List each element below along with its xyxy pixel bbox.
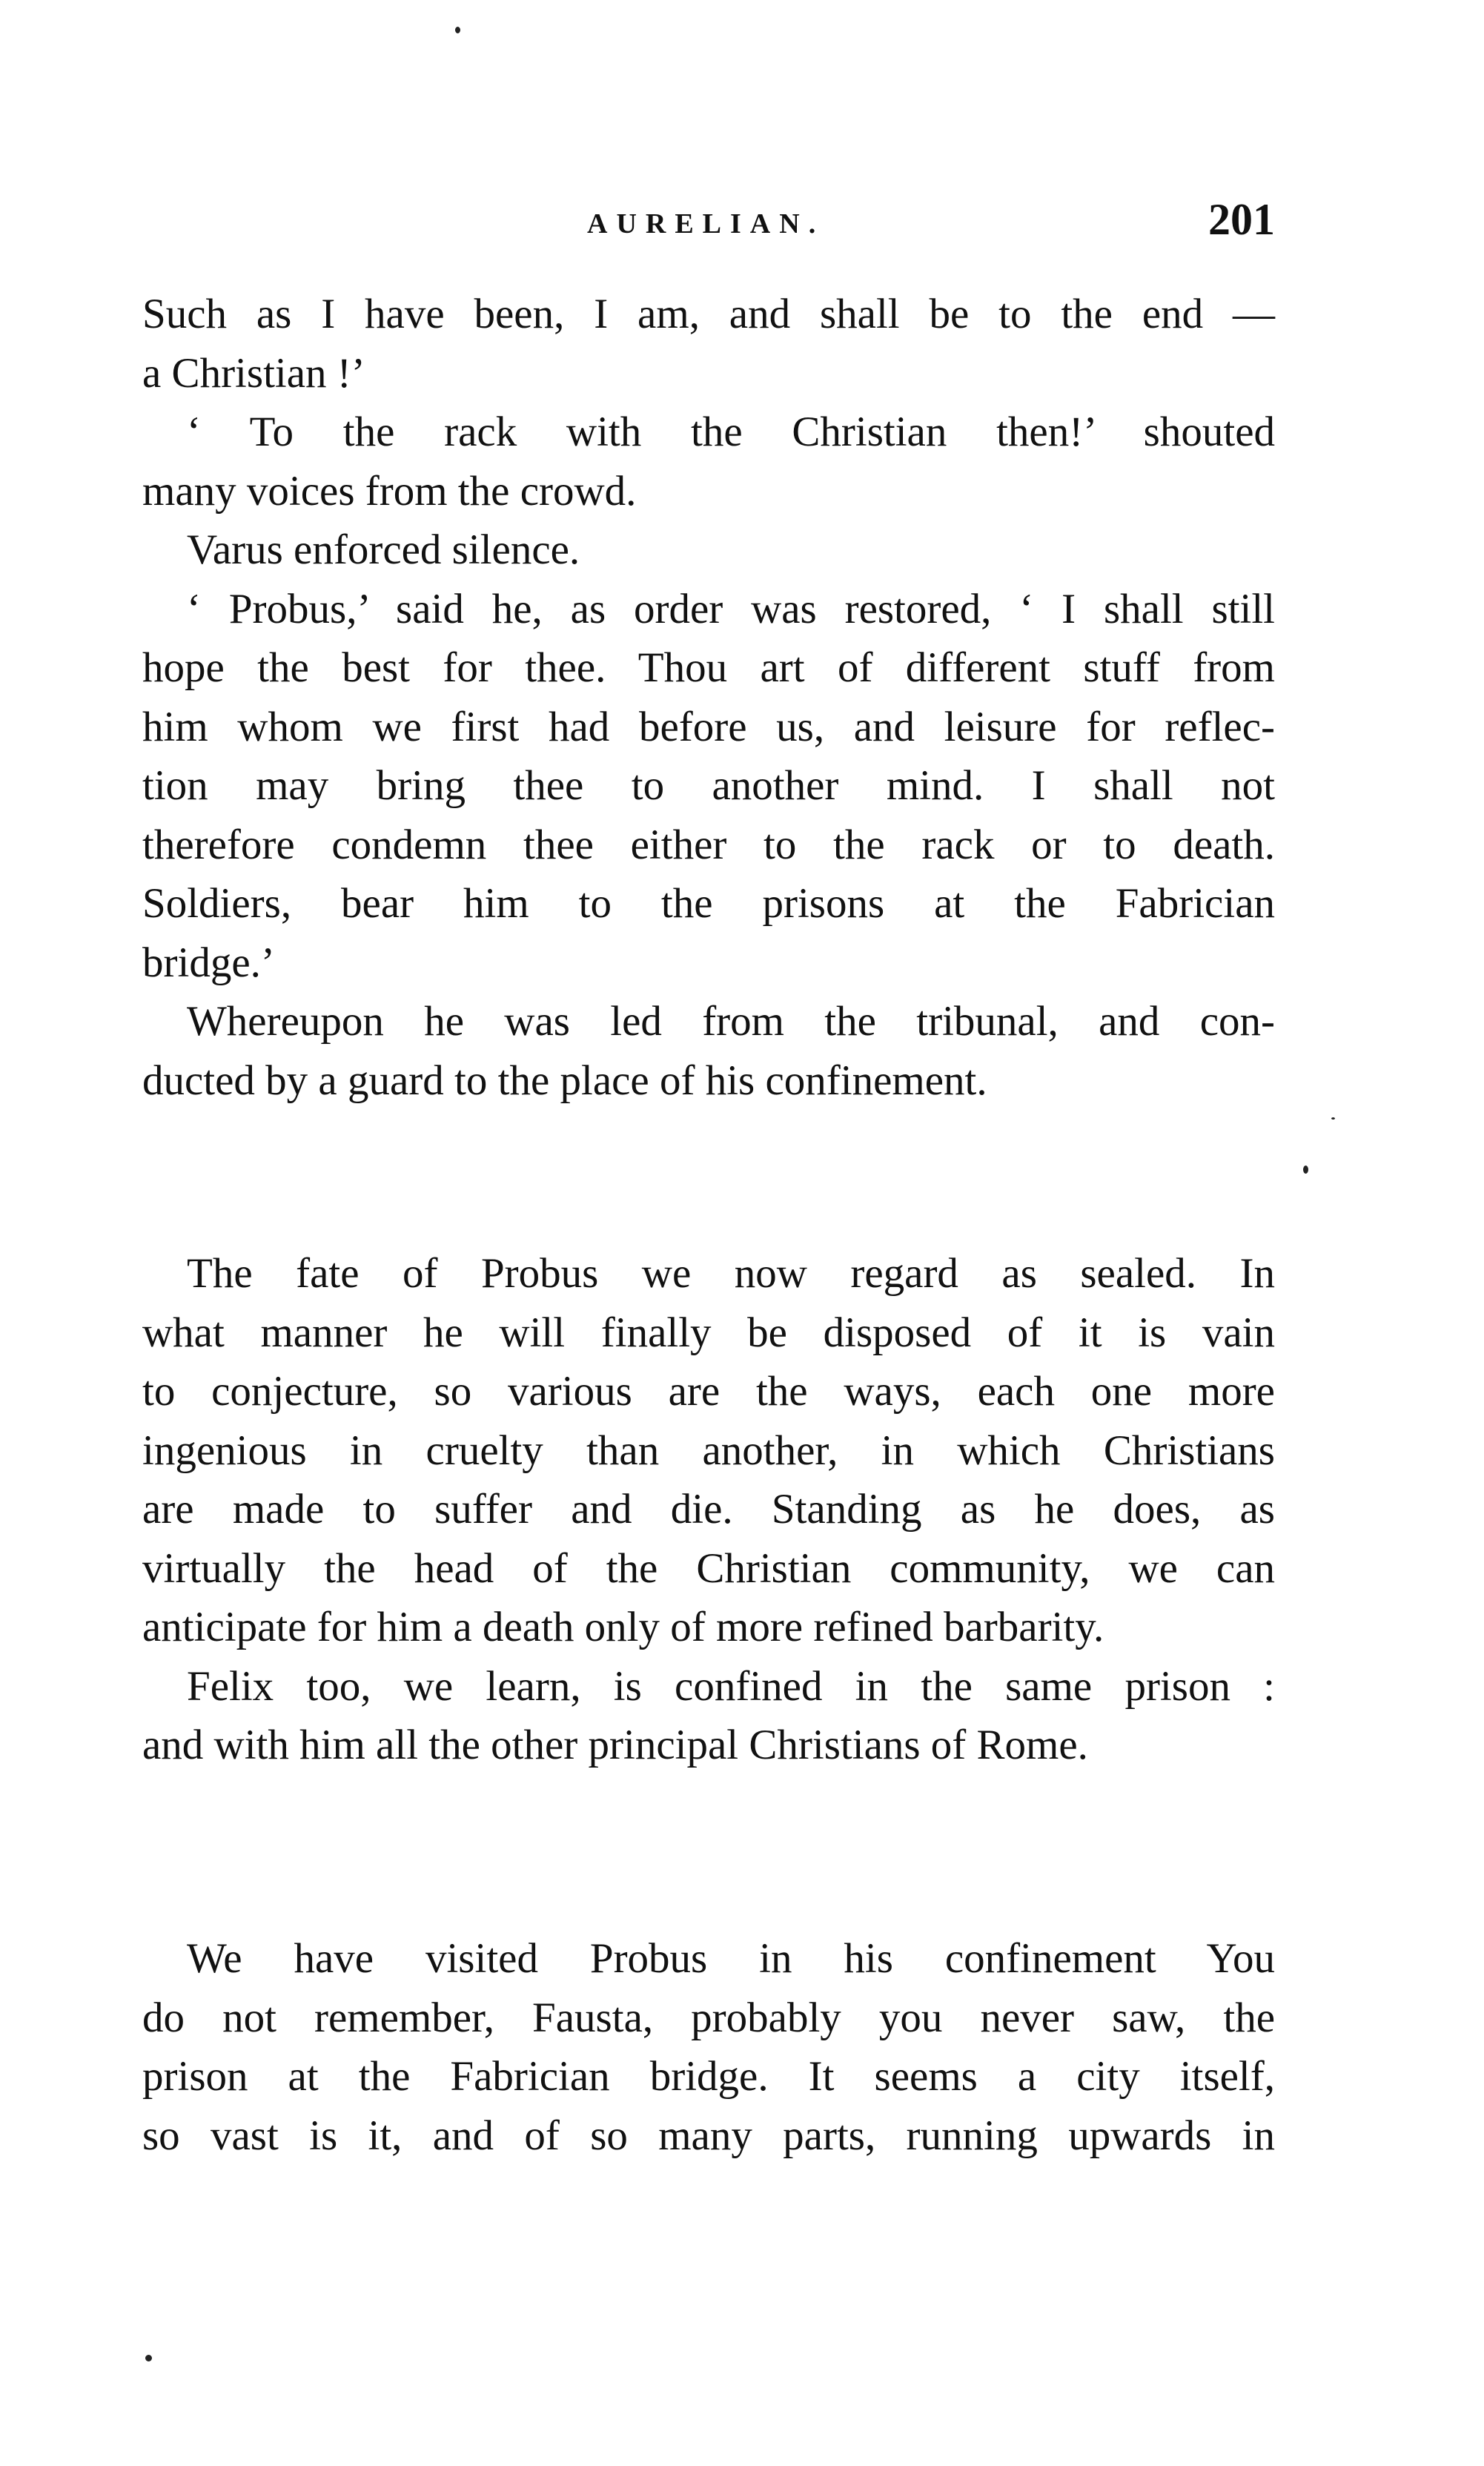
paragraph-block-visit	[142, 1929, 1275, 2165]
text-line: many voices from the crowd.	[142, 467, 637, 515]
text-line: and with him all the other principal Christians of Rome.	[142, 1722, 1088, 1768]
text-line: ‘ To the rack with the Christian then!’ shouted	[187, 409, 1275, 455]
text-line: Varus enforced silence.	[187, 526, 580, 573]
text-line: Felix too, we learn, is confined in the same prison :	[187, 1662, 1275, 1710]
text-line: We have visited Probus in his confinement You	[187, 1935, 1275, 1982]
text-line: prison at the Fabrician bridge. It seems a city itself,	[142, 2053, 1275, 2100]
text-line: The fate of Probus we now regard as sealed. In	[187, 1250, 1275, 1297]
running-title: AURELIAN.	[587, 208, 825, 239]
text-line: to conjecture, so various are the ways, each one more	[142, 1368, 1275, 1415]
text-line: hope the best for thee. Thou art of different stuff from	[142, 644, 1275, 691]
scan-speck	[455, 27, 460, 33]
text-line: bridge.’	[142, 939, 275, 986]
text-line: anticipate for him a death only of more refined barbarity.	[142, 1604, 1104, 1650]
text-line: Whereupon he was led from the tribunal, and con-	[187, 998, 1275, 1045]
text-line: ingenious in cruelty than another, in which Christians	[142, 1427, 1275, 1474]
scan-speck	[1331, 1117, 1335, 1120]
text-line: ‘ Probus,’ said he, as order was restored, ‘ I shall still	[187, 585, 1275, 632]
paragraph-block-fate	[142, 1244, 1275, 1775]
text-line: what manner he will finally be disposed of it is vain	[142, 1309, 1275, 1356]
text-line: a Christian !’	[142, 349, 365, 397]
text-line: tion may bring thee to another mind. I shall not	[142, 762, 1275, 809]
text-line: Such as I have been, I am, and shall be to the end —	[142, 291, 1275, 337]
scan-speck	[1303, 1166, 1308, 1174]
text-line: do not remember, Fausta, probably you never saw, the	[142, 1994, 1275, 2041]
running-head	[142, 194, 1275, 254]
text-line: so vast is it, and of so many parts, running upwards in	[142, 2112, 1275, 2159]
page-number: 201	[1208, 195, 1275, 244]
text-line: are made to suffer and die. Standing as he does, as	[142, 1486, 1275, 1533]
text-line: Soldiers, bear him to the prisons at the Fabrician	[142, 880, 1275, 927]
text-line: therefore condemn thee either to the rack or to death.	[142, 821, 1275, 868]
text-line: ducted by a guard to the place of his confinement.	[142, 1057, 987, 1104]
paragraph-block-trial	[142, 285, 1275, 1110]
text-line: him whom we first had before us, and leisure for reflec-	[142, 703, 1275, 750]
text-line: virtually the head of the Christian community, we can	[142, 1544, 1275, 1592]
scan-speck	[145, 2355, 152, 2361]
